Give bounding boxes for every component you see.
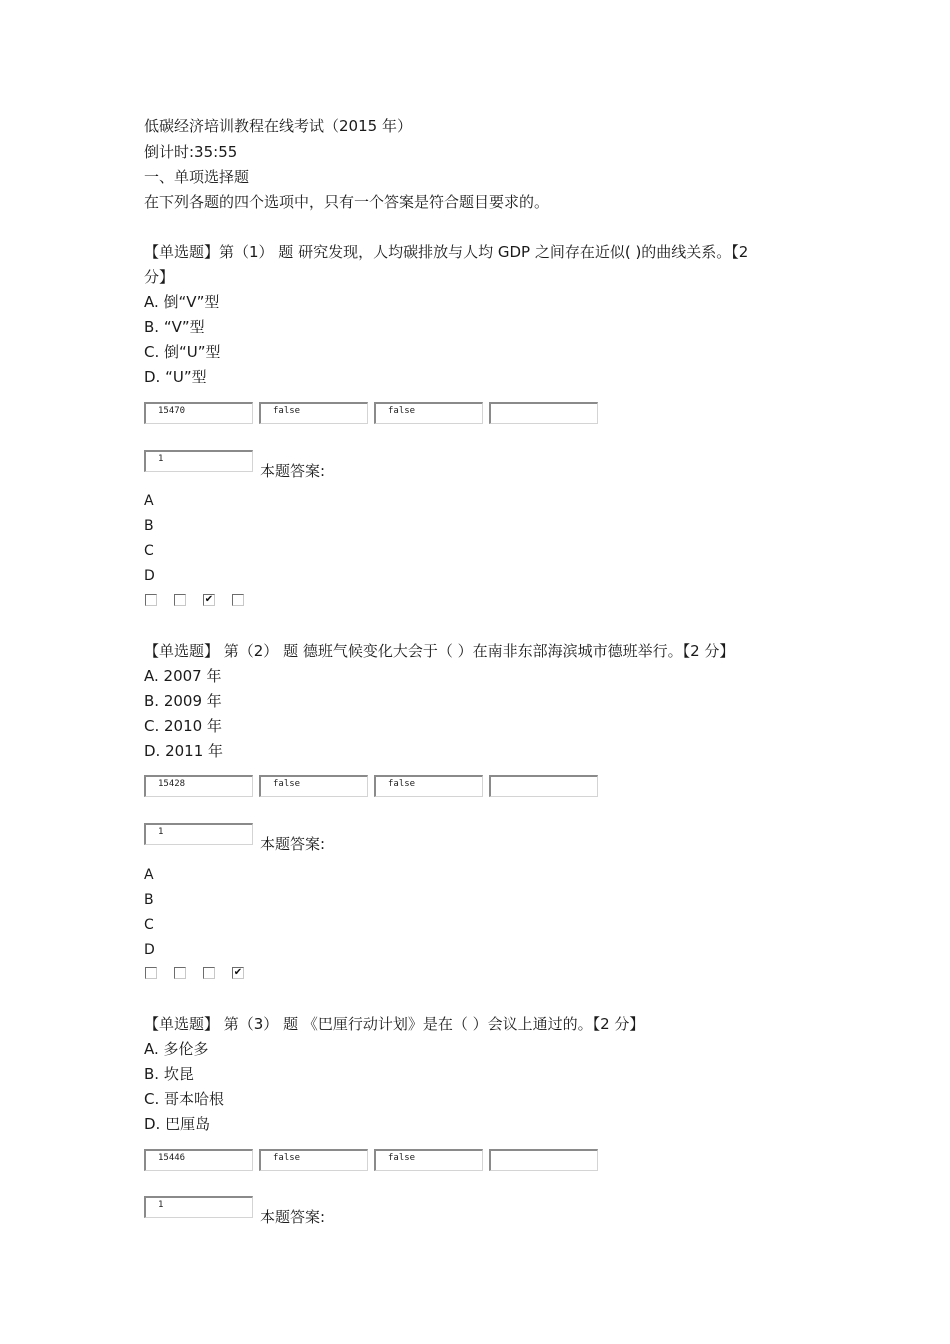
option-d: D. 巴厘岛 [144, 1115, 211, 1133]
answer-input[interactable]: 1 [144, 450, 253, 472]
question-id-field[interactable]: 15428 [144, 775, 253, 797]
option-a: A. 倒“V”型 [144, 293, 220, 311]
checkbox-c[interactable] [203, 967, 215, 979]
question-title: 【单选题】 第（3） 题 《巴厘行动计划》是在（ ）会议上通过的。【2 分】 [144, 1015, 645, 1033]
checkbox-b[interactable] [174, 594, 186, 606]
option-a: A. 多伦多 [144, 1040, 209, 1058]
empty-field[interactable] [489, 775, 598, 797]
question-id-field[interactable]: 15470 [144, 402, 253, 424]
option-b: B. 2009 年 [144, 692, 222, 710]
checkbox-a[interactable] [145, 967, 157, 979]
answer-letter-b: B [144, 518, 154, 534]
answer-label: 本题答案: [260, 835, 326, 853]
option-b: B. 坎昆 [144, 1065, 194, 1083]
answer-letter-d: D [144, 568, 155, 584]
section-instructions: 在下列各题的四个选项中，只有一个答案是符合题目要求的。 [144, 193, 550, 211]
option-d: D. 2011 年 [144, 742, 224, 760]
option-d: D. “U”型 [144, 368, 207, 386]
countdown-timer: 倒计时:35:55 [144, 143, 238, 161]
section-title: 一、单项选择题 [144, 168, 250, 186]
empty-field[interactable] [489, 1149, 598, 1171]
flag-field[interactable]: false [374, 402, 483, 424]
checkbox-c[interactable]: ✔ [204, 594, 214, 605]
flag-field[interactable]: false [374, 1149, 483, 1171]
option-a: A. 2007 年 [144, 667, 222, 685]
checkbox-b[interactable] [174, 967, 186, 979]
option-c: C. 2010 年 [144, 717, 222, 735]
answer-letter-d: D [144, 942, 155, 958]
flag-field[interactable]: false [259, 402, 368, 424]
question-title: 【单选题】 第（2） 题 德班气候变化大会于（ ）在南非东部海滨城市德班举行。【2 分】 [144, 642, 735, 660]
flag-field[interactable]: false [374, 775, 483, 797]
flag-field[interactable]: false [259, 1149, 368, 1171]
empty-field[interactable] [489, 402, 598, 424]
question-title-continued: 分】 [144, 268, 175, 286]
answer-input[interactable]: 1 [144, 1196, 253, 1218]
checkbox-d[interactable]: ✔ [233, 967, 243, 978]
answer-label: 本题答案: [260, 462, 326, 480]
option-c: C. 倒“U”型 [144, 343, 221, 361]
exam-title: 低碳经济培训教程在线考试（2015 年） [144, 117, 412, 135]
question-id-field[interactable]: 15446 [144, 1149, 253, 1171]
option-b: B. “V”型 [144, 318, 205, 336]
checkbox-d[interactable] [232, 594, 244, 606]
checkbox-a[interactable] [145, 594, 157, 606]
answer-label: 本题答案: [260, 1208, 326, 1226]
option-c: C. 哥本哈根 [144, 1090, 225, 1108]
answer-letter-c: C [144, 917, 154, 933]
flag-field[interactable]: false [259, 775, 368, 797]
question-title: 【单选题】第（1） 题 研究发现，人均碳排放与人均 GDP 之间存在近似( )的曲线关系。【2 [144, 243, 749, 261]
answer-letter-b: B [144, 892, 154, 908]
answer-letter-a: A [144, 493, 154, 509]
answer-input[interactable]: 1 [144, 823, 253, 845]
answer-letter-c: C [144, 543, 154, 559]
answer-letter-a: A [144, 867, 154, 883]
